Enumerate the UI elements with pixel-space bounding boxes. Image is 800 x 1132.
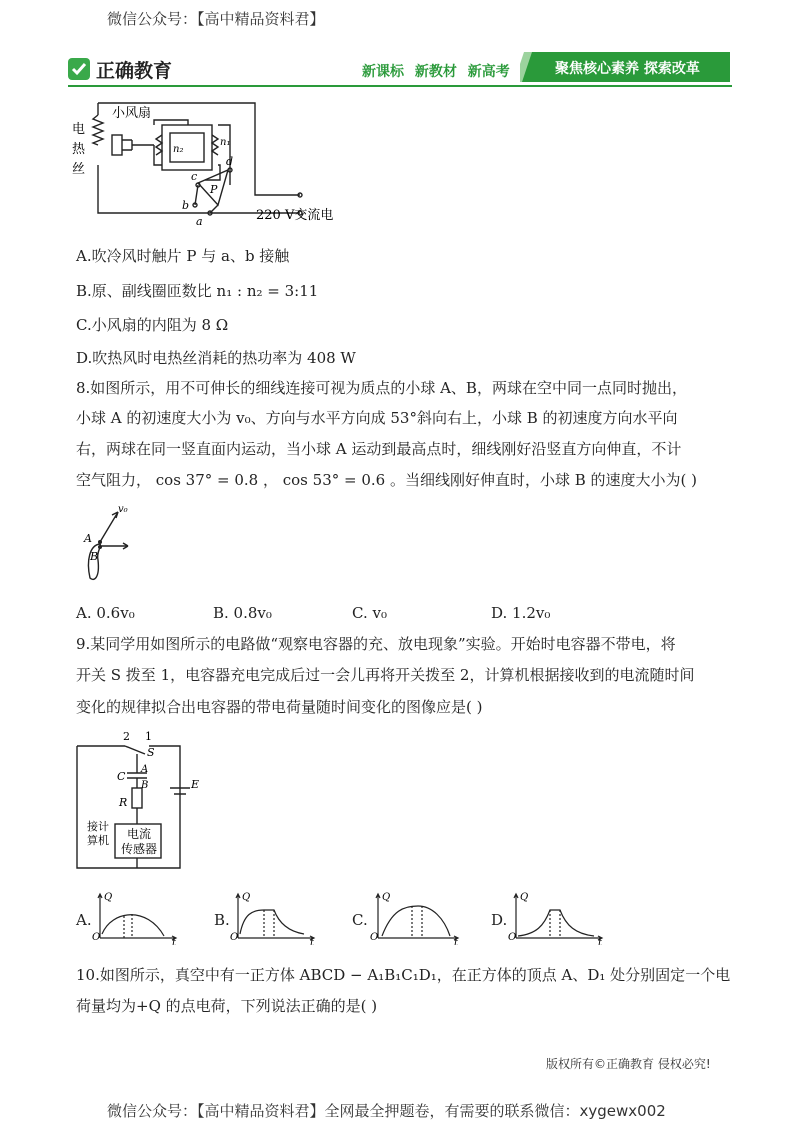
graph-a-t: t — [172, 938, 177, 945]
graph-c-t: t — [454, 938, 459, 945]
d-label: d — [226, 155, 234, 168]
q7-option-a: A.吹冷风时触片 P 与 a、b 接触 — [76, 247, 290, 265]
logo — [68, 55, 172, 83]
heater-label-2: 热 — [72, 142, 86, 157]
switch-s-label: S — [147, 746, 155, 759]
copyright: 版权所有©正确教育 侵权必究! — [546, 1057, 711, 1071]
computer-label-1: 接计 — [87, 820, 109, 833]
q8-line-3: 右，两球在同一竖直面内运动，当小球 A 运动到最高点时，细线刚好沿竖直方向伸直，不计 — [76, 440, 682, 458]
rc-circuit-figure — [75, 728, 215, 873]
c-label: c — [191, 170, 198, 183]
q8-line-1: 8.如图所示，用不可伸长的细线连接可视为质点的小球 A、B，两球在空中同一点同时抛出， — [76, 379, 687, 397]
graph-a-o: O — [92, 932, 101, 943]
ball-b — [98, 545, 102, 549]
graph-b-o: O — [230, 932, 239, 943]
computer-label-2: 算机 — [87, 834, 109, 847]
graph-b-q: Q — [242, 892, 251, 903]
header-tags: 新课标 新教材 新高考 — [362, 64, 510, 80]
battery-e-label: E — [191, 778, 200, 791]
graph-c-o: O — [370, 932, 379, 943]
a-ball-label: A — [84, 532, 92, 545]
graph-d-q: Q — [520, 892, 529, 903]
banner-text: 聚焦核心素养 探索改革 — [555, 61, 700, 77]
heater-label-1: 电 — [72, 122, 86, 137]
q9-line-3: 变化的规律拟合出电容器的带电荷量随时间变化的图像应是( ) — [76, 698, 483, 716]
watermark-bottom: 微信公众号：【高中精品资料君】全网最全押题卷，有需要的联系微信：xygewx002 — [107, 1102, 666, 1120]
q8-option-b: B. 0.8v₀ — [213, 604, 272, 622]
q10-line-2: 荷量均为+Q 的点电荷，下列说法正确的是( ) — [76, 997, 378, 1015]
n1-label: n₁ — [220, 137, 231, 148]
q7-option-d: D.吹热风时电热丝消耗的热功率为 408 W — [76, 349, 356, 367]
balls-figure — [78, 500, 148, 590]
p-label: P — [210, 183, 218, 196]
hair-dryer-circuit-figure — [70, 95, 350, 230]
q8-line-2: 小球 A 的初速度大小为 v₀、方向与水平方向成 53°斜向右上，小球 B 的初速度方向水平向 — [76, 409, 678, 427]
a-label: a — [196, 215, 203, 228]
sensor-label-2: 传感器 — [121, 842, 158, 856]
header-rule — [68, 85, 732, 87]
q9-option-a-label: A. — [76, 911, 92, 929]
q7-option-b: B.原、副线圈匝数比 n₁ : n₂ = 3:11 — [76, 282, 319, 300]
graph-d-o: O — [508, 932, 517, 943]
q8-option-d: D. 1.2v₀ — [491, 604, 551, 622]
graph-d-t: t — [598, 938, 603, 945]
q9-option-c-label: C. — [352, 911, 368, 929]
ball-a — [98, 540, 102, 544]
graph-c-q: Q — [382, 892, 391, 903]
q8-option-c: C. v₀ — [352, 604, 387, 622]
graph-a-q: Q — [104, 892, 113, 903]
q8-line-4: 空气阻力， cos 37° = 0.8 ， cos 53° = 0.6 。当细线刚好伸直时，小球 B 的速度大小为( ) — [76, 471, 697, 489]
q9-graph-d — [508, 890, 608, 945]
q9-option-b-label: B. — [214, 911, 230, 929]
q9-graph-c — [370, 890, 465, 945]
b-label: b — [182, 199, 190, 212]
switch-pos-2: 2 — [123, 730, 130, 743]
q9-graph-a — [92, 890, 182, 945]
heater-label-3: 丝 — [72, 162, 86, 177]
plate-a-label: A — [141, 764, 149, 775]
q8-option-a: A. 0.6v₀ — [76, 604, 135, 622]
fan-label: 小风扇 — [112, 106, 152, 121]
q9-graph-b — [230, 890, 320, 945]
checkmark-icon — [68, 58, 90, 80]
capacitor-c-label: C — [117, 770, 126, 783]
n2-label: n₂ — [173, 144, 184, 155]
q9-option-d-label: D. — [491, 911, 508, 929]
logo-text: 正确教育 — [96, 59, 173, 82]
resistor-r-label: R — [119, 796, 128, 809]
q9-line-1: 9.某同学用如图所示的电路做“观察电容器的充、放电现象”实验。开始时电容器不带电，将 — [76, 635, 676, 653]
b-ball-label: B — [90, 550, 99, 563]
switch-pos-1: 1 — [145, 730, 152, 743]
sensor-label-1: 电流 — [127, 827, 152, 841]
plate-b-label: B — [141, 780, 149, 791]
supply-label: 220 V交流电 — [256, 208, 334, 223]
q7-option-c: C.小风扇的内阻为 8 Ω — [76, 316, 229, 334]
q10-line-1: 10.如图所示，真空中有一正方体 ABCD − A₁B₁C₁D₁，在正方体的顶点 A、D₁ 处分别固定一个电 — [76, 966, 731, 984]
watermark-top: 微信公众号：【高中精品资料君】 — [107, 10, 325, 28]
graph-b-t: t — [310, 938, 315, 945]
q9-line-2: 开关 S 拨至 1，电容器充电完成后过一会儿再将开关拨至 2，计算机根据接收到的电流随时间 — [76, 666, 695, 684]
v0-label: v₀ — [118, 504, 128, 515]
